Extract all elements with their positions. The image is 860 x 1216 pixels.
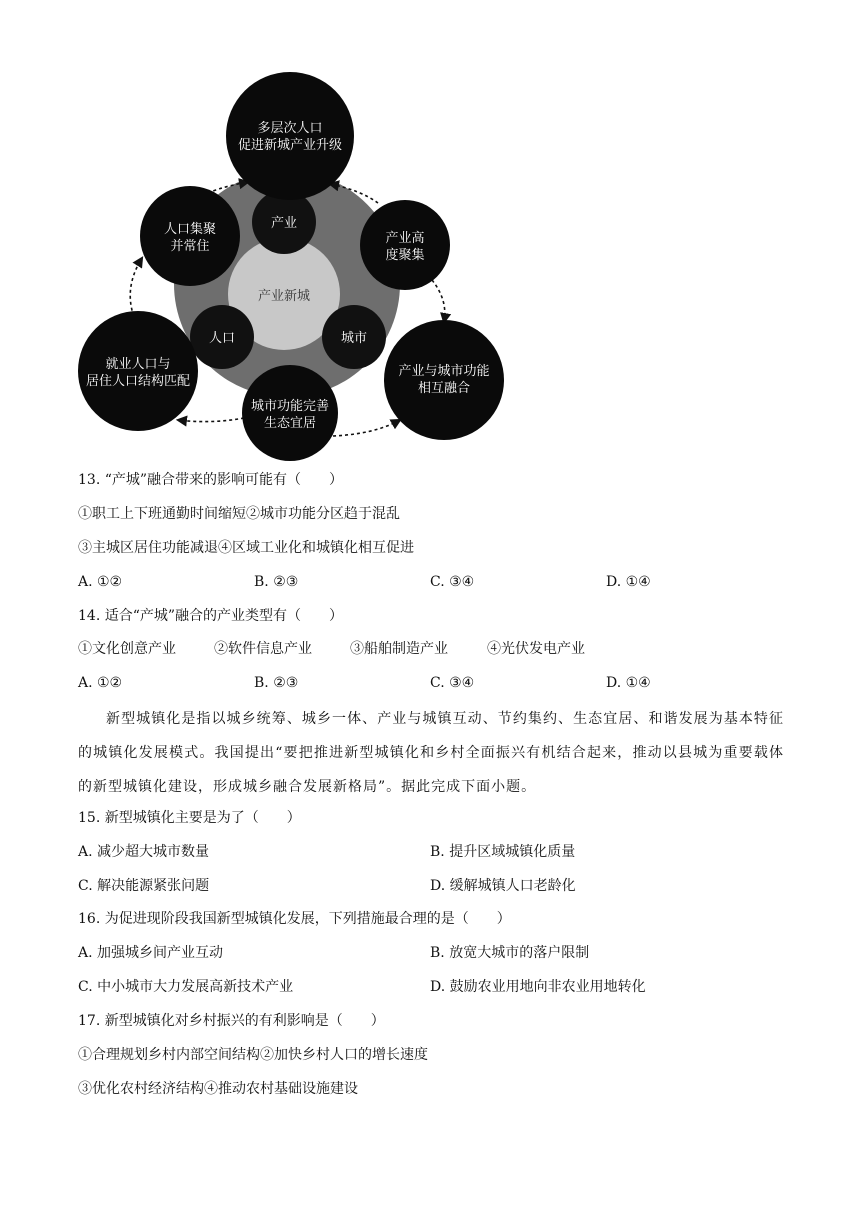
q17-stem: 17. 新型城镇化对乡村振兴的有利影响是（ ）: [78, 1013, 385, 1029]
q13-stem: 13. “产城”融合带来的影响可能有（ ）: [78, 472, 344, 488]
q15-option-b[interactable]: B. 提升区域城镇化质量: [430, 844, 576, 860]
arrow-bottom-to-right: [333, 420, 400, 436]
q15-option-c[interactable]: C. 解决能源紧张问题: [78, 878, 210, 894]
q17-statement-line2: ③优化农村经济结构④推动农村基础设施建设: [78, 1081, 358, 1097]
node-top-line2: 促进新城产业升级: [237, 138, 343, 153]
q13-option-d[interactable]: D. ①④: [606, 574, 651, 590]
node-upper-right-line2: 度聚集: [385, 248, 425, 263]
q16-option-d[interactable]: D. 鼓励农业用地向非农业用地转化: [430, 979, 646, 995]
q14-item-1: ①文化创意产业: [78, 641, 176, 657]
node-left-line2: 居住人口结构匹配: [85, 374, 191, 389]
q13-statement-line1: ①职工上下班通勤时间缩短②城市功能分区趋于混乱: [78, 506, 400, 522]
node-upper-left-line2: 并常住: [170, 239, 210, 254]
q13-option-a[interactable]: A. ①②: [78, 574, 123, 590]
node-right-line1: 产业与城市功能: [398, 364, 490, 379]
q14-item-4: ④光伏发电产业: [487, 641, 585, 657]
q15-option-a[interactable]: A. 减少超大城市数量: [78, 844, 210, 860]
inner-label-population: 人口: [208, 331, 236, 346]
q16-option-a[interactable]: A. 加强城乡间产业互动: [78, 945, 224, 961]
node-left-line1: 就业人口与: [105, 357, 171, 372]
node-top: [226, 72, 354, 200]
q14-item-3: ③船舶制造产业: [350, 641, 448, 657]
arrow-upperright-to-right: [432, 280, 445, 322]
node-top-line1: 多层次人口: [257, 121, 323, 136]
q13-statement-line2: ③主城区居住功能减退④区域工业化和城镇化相互促进: [78, 540, 414, 556]
q15-stem: 15. 新型城镇化主要是为了（ ）: [78, 810, 301, 826]
node-right-line2: 相互融合: [417, 381, 471, 396]
industry-city-integration-diagram: [0, 0, 520, 470]
node-bottom-line2: 生态宜居: [263, 416, 317, 431]
q15-option-d[interactable]: D. 缓解城镇人口老龄化: [430, 878, 576, 894]
q14-option-d[interactable]: D. ①④: [606, 675, 651, 691]
q16-option-c[interactable]: C. 中小城市大力发展高新技术产业: [78, 979, 294, 995]
node-upper-left-line1: 人口集聚: [163, 222, 217, 237]
arrow-bottom-to-left: [178, 418, 244, 422]
q13-option-c[interactable]: C. ③④: [430, 574, 475, 590]
inner-label-industry: 产业: [270, 216, 298, 231]
node-bottom-line1: 城市功能完善: [250, 399, 330, 414]
inner-label-city: 城市: [340, 331, 368, 346]
q13-option-b[interactable]: B. ②③: [254, 574, 299, 590]
q14-option-b[interactable]: B. ②③: [254, 675, 299, 691]
q14-stem: 14. 适合“产城”融合的产业类型有（ ）: [78, 608, 344, 624]
node-upper-right-line1: 产业高: [385, 231, 425, 246]
q17-statement-line1: ①合理规划乡村内部空间结构②加快乡村人口的增长速度: [78, 1047, 428, 1063]
center-label: 产业新城: [257, 289, 311, 304]
reading-passage: 新型城镇化是指以城乡统筹、城乡一体、产业与城镇互动、节约集约、生态宜居、和谐发展为基本特征的城镇化发展模式。我国提出“要把推进新型城镇化和乡村全面振兴有机结合起来，推动以县城为重要载体的新型城镇化建设，形成城乡融合发展新格局”。据此完成下面小题。: [78, 711, 784, 795]
q14-option-c[interactable]: C. ③④: [430, 675, 475, 691]
q16-stem: 16. 为促进现阶段我国新型城镇化发展，下列措施最合理的是（ ）: [78, 911, 511, 927]
q14-item-2: ②软件信息产业: [214, 641, 312, 657]
node-right: [384, 320, 504, 440]
q16-option-b[interactable]: B. 放宽大城市的落户限制: [430, 945, 590, 961]
q14-option-a[interactable]: A. ①②: [78, 675, 123, 691]
